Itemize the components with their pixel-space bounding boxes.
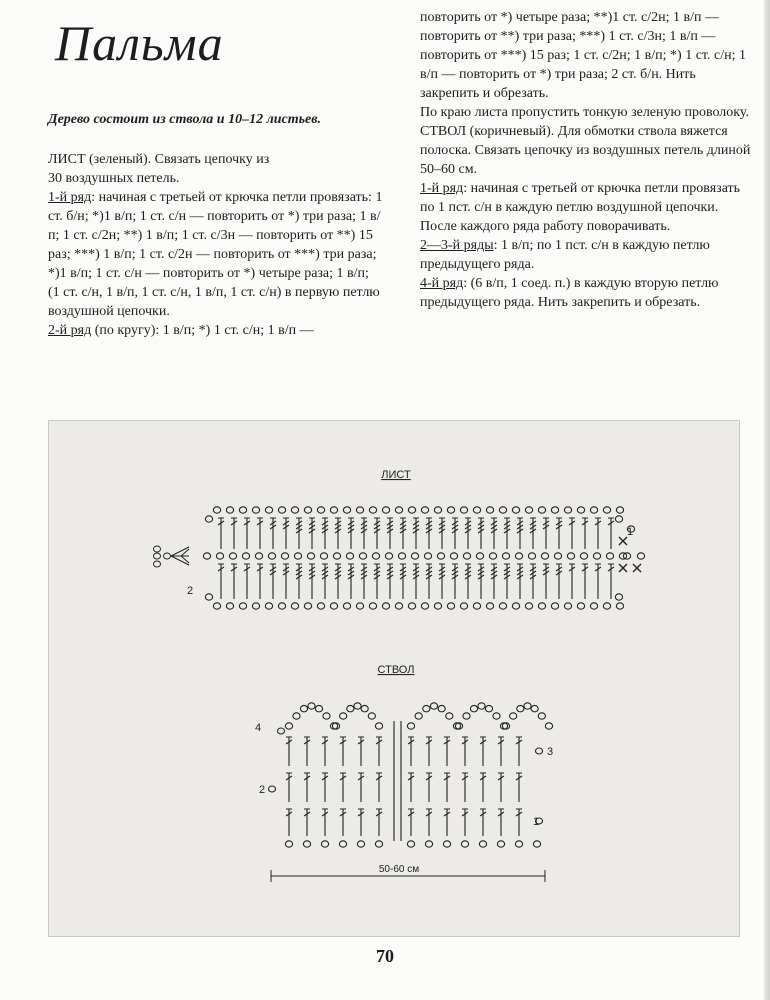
treble-stitch bbox=[504, 564, 510, 599]
double-crochet bbox=[322, 809, 328, 836]
chain-stitch bbox=[567, 553, 574, 559]
treble-stitch bbox=[283, 518, 289, 549]
treble-stitch bbox=[556, 564, 562, 599]
chain-stitch bbox=[461, 841, 468, 847]
chain-stitch bbox=[603, 507, 610, 513]
trunk-row1 bbox=[420, 179, 755, 217]
leaf-row1-text: : начиная с третьей от крючка петли провязать: 1 ст. б/н; *)1 в/п; 1 ст. с/н — повторить от *) три раза; 1 в/п; 1 ст. с/2н; **) 1 в/п; 1 ст. с/3н — повторить от **) 15 раз; ***) 1 в/п; 1 ст. с/2н — повторить от ***) три раза; *)1 в/п; 1 ст. с/н — повторить от *) четыре раза; 1 в/п; (1 ст. с/н, 1 в/п, 1 ст. с/н, 1 в/п, 1 ст. с/н) в первую петлю воздушной цепочки. bbox=[48, 190, 383, 319]
page-edge bbox=[764, 0, 770, 1000]
treble-stitch bbox=[478, 518, 484, 549]
trunk-row-number-1: 1 bbox=[533, 816, 540, 828]
chain-stitch bbox=[213, 603, 220, 609]
chain-stitch bbox=[447, 507, 454, 513]
leaf-row1-stitches bbox=[218, 564, 614, 599]
trunk-diagram-label: СТВОЛ bbox=[377, 664, 415, 676]
chain-stitch bbox=[524, 703, 531, 709]
treble-stitch bbox=[465, 564, 471, 599]
chain-stitch bbox=[551, 603, 558, 609]
double-crochet bbox=[358, 809, 364, 836]
treble-stitch bbox=[400, 518, 406, 549]
trunk-foundation-chain bbox=[285, 841, 540, 847]
treble-stitch bbox=[257, 518, 263, 549]
treble-stitch bbox=[348, 518, 354, 549]
chain-stitch bbox=[369, 507, 376, 513]
chain-stitch bbox=[425, 841, 432, 847]
treble-stitch bbox=[231, 518, 237, 549]
chain-stitch bbox=[606, 553, 613, 559]
treble-stitch bbox=[400, 564, 406, 599]
double-crochet bbox=[426, 737, 432, 766]
chain-stitch bbox=[615, 516, 622, 522]
chain-stitch bbox=[265, 603, 272, 609]
chain-stitch bbox=[293, 713, 300, 719]
subtitle: Дерево состоит из ствола и 10–12 листьев. bbox=[48, 112, 322, 127]
double-crochet bbox=[480, 773, 486, 802]
chain-stitch bbox=[486, 507, 493, 513]
treble-stitch bbox=[296, 518, 302, 549]
chain-stitch bbox=[615, 594, 622, 600]
chain-stitch bbox=[616, 603, 623, 609]
chain-stitch bbox=[415, 713, 422, 719]
chain-stitch bbox=[203, 553, 210, 559]
double-crochet bbox=[408, 737, 414, 766]
trunk-row-number-3: 3 bbox=[547, 746, 554, 758]
chain-stitch bbox=[616, 507, 623, 513]
treble-stitch bbox=[517, 518, 523, 549]
trunk-row4-label: 4-й ряд bbox=[420, 276, 464, 291]
treble-stitch bbox=[231, 564, 237, 599]
chain-stitch bbox=[213, 507, 220, 513]
chain-stitch bbox=[577, 603, 584, 609]
treble-stitch bbox=[374, 564, 380, 599]
treble-stitch bbox=[491, 564, 497, 599]
treble-stitch bbox=[270, 564, 276, 599]
double-crochet bbox=[444, 737, 450, 766]
chain-stitch bbox=[541, 553, 548, 559]
chain-stitch bbox=[357, 841, 364, 847]
chain-stitch bbox=[517, 705, 524, 711]
treble-stitch bbox=[387, 564, 393, 599]
chain-stitch bbox=[510, 713, 517, 719]
chain-stitch bbox=[239, 507, 246, 513]
leaf-row1 bbox=[48, 188, 383, 321]
double-crochet bbox=[408, 809, 414, 836]
treble-stitch bbox=[296, 564, 302, 599]
treble-stitch bbox=[608, 518, 614, 549]
chain-stitch bbox=[382, 603, 389, 609]
chain-stitch bbox=[463, 713, 470, 719]
chain-stitch bbox=[315, 705, 322, 711]
trunk-row4-arches bbox=[285, 703, 552, 729]
leaf-foundation-chain bbox=[203, 553, 644, 559]
turn-note: После каждого ряда работу поворачивать. bbox=[420, 219, 671, 234]
treble-stitch bbox=[556, 518, 562, 549]
double-crochet bbox=[376, 809, 382, 836]
double-crochet bbox=[286, 809, 292, 836]
chain-stitch bbox=[323, 713, 330, 719]
chain-stitch bbox=[354, 703, 361, 709]
leaf-row2-text: (по кругу): 1 в/п; *) 1 ст. с/н; 1 в/п — bbox=[91, 323, 314, 338]
double-crochet bbox=[516, 809, 522, 836]
double-crochet bbox=[340, 773, 346, 802]
double-crochet bbox=[480, 809, 486, 836]
chain-stitch bbox=[478, 703, 485, 709]
leaf-row2-continued: повторить от *) четыре раза; **)1 ст. с/2н; 1 в/п — повторить от **) три раза; ***) 1 ст. с/3н; 1 в/п — повторить от ***) 15 раз; 1 ст. с/2н; 1 в/п; *) 1 ст. с/н; 1 в/п — повторить от *) три раза; 2 ст. б/н. Нить закрепить и обрезать. bbox=[420, 10, 746, 101]
double-crochet bbox=[444, 773, 450, 802]
trunk-row23-text: : 1 в/п; по 1 пст. с/н в каждую петлю предыдущего ряда. bbox=[420, 238, 710, 272]
chain-stitch bbox=[320, 553, 327, 559]
chain-stitch bbox=[294, 553, 301, 559]
treble-stitch bbox=[335, 518, 341, 549]
chain-stitch bbox=[372, 553, 379, 559]
treble-stitch bbox=[439, 518, 445, 549]
double-crochet bbox=[304, 737, 310, 766]
page-number: 70 bbox=[376, 946, 394, 966]
chain-stitch bbox=[497, 841, 504, 847]
leaf-row-number-2: 2 bbox=[187, 585, 194, 597]
chain-stitch bbox=[229, 553, 236, 559]
chain-stitch bbox=[443, 841, 450, 847]
double-crochet bbox=[358, 773, 364, 802]
chain-stitch bbox=[512, 603, 519, 609]
chain-stitch bbox=[434, 603, 441, 609]
chain-stitch bbox=[330, 603, 337, 609]
chain-stitch bbox=[538, 603, 545, 609]
left-column bbox=[48, 150, 383, 340]
leaf-row2-label: 2-й ряд bbox=[48, 323, 92, 338]
leaf-row2 bbox=[48, 321, 383, 340]
leaf-top-chain bbox=[205, 507, 634, 532]
double-crochet bbox=[480, 737, 486, 766]
chain-stitch bbox=[590, 603, 597, 609]
chain-stitch bbox=[278, 603, 285, 609]
chain-stitch bbox=[255, 553, 262, 559]
trunk-stitches bbox=[286, 721, 522, 841]
leaf-intro-line1: ЛИСТ (зеленый). Связать цепочку из bbox=[48, 152, 270, 167]
chain-stitch bbox=[368, 713, 375, 719]
treble-stitch bbox=[452, 518, 458, 549]
treble-stitch bbox=[504, 518, 510, 549]
chain-stitch bbox=[321, 841, 328, 847]
treble-stitch bbox=[218, 564, 224, 599]
treble-stitch bbox=[270, 518, 276, 549]
double-crochet bbox=[286, 773, 292, 802]
treble-stitch bbox=[244, 564, 250, 599]
trunk-row4 bbox=[420, 274, 755, 312]
chain-stitch bbox=[502, 553, 509, 559]
double-crochet bbox=[462, 773, 468, 802]
chain-stitch bbox=[499, 603, 506, 609]
chain-stitch bbox=[359, 553, 366, 559]
chain-stitch bbox=[637, 553, 644, 559]
chain-stitch bbox=[308, 703, 315, 709]
chain-stitch bbox=[463, 553, 470, 559]
chain-stitch bbox=[281, 553, 288, 559]
double-crochet bbox=[426, 809, 432, 836]
trunk-row4-text: : (6 в/п, 1 соед. п.) в каждую вторую петлю предыдущего ряда. Нить закрепить и обрезать. bbox=[420, 276, 719, 310]
treble-stitch bbox=[517, 564, 523, 599]
chain-stitch bbox=[473, 507, 480, 513]
treble-stitch bbox=[413, 564, 419, 599]
chain-stitch bbox=[291, 603, 298, 609]
right-column bbox=[420, 8, 755, 312]
trunk-row23-label: 2—3-й ряды bbox=[420, 238, 494, 253]
trunk-row1-text: : начиная с третьей от крючка петли провязать по 1 пст. с/н в каждую петлю воздушной цепочки. bbox=[420, 181, 741, 215]
chain-stitch bbox=[395, 507, 402, 513]
chain-stitch bbox=[252, 603, 259, 609]
chain-stitch bbox=[538, 713, 545, 719]
treble-stitch bbox=[530, 564, 536, 599]
chain-stitch bbox=[356, 603, 363, 609]
chain-stitch bbox=[382, 507, 389, 513]
chain-stitch bbox=[291, 507, 298, 513]
diagram-panel bbox=[48, 420, 740, 937]
treble-stitch bbox=[465, 518, 471, 549]
chain-stitch bbox=[603, 603, 610, 609]
chain-stitch bbox=[421, 507, 428, 513]
chain-stitch bbox=[424, 553, 431, 559]
chain-stitch bbox=[285, 723, 292, 729]
chain-stitch bbox=[361, 705, 368, 711]
chain-stitch bbox=[434, 507, 441, 513]
chain-stitch bbox=[551, 507, 558, 513]
treble-stitch bbox=[218, 518, 224, 549]
chain-stitch bbox=[580, 553, 587, 559]
chain-stitch bbox=[460, 603, 467, 609]
chain-stitch bbox=[564, 603, 571, 609]
chain-stitch bbox=[421, 603, 428, 609]
chain-stitch bbox=[343, 507, 350, 513]
chain-stitch bbox=[205, 594, 212, 600]
leaf-bottom-chain bbox=[205, 594, 623, 609]
chain-stitch bbox=[304, 603, 311, 609]
chain-stitch bbox=[473, 603, 480, 609]
chain-stitch bbox=[423, 705, 430, 711]
chain-stitch bbox=[446, 713, 453, 719]
trunk-row-number-2: 2 bbox=[259, 784, 266, 796]
crochet-diagram bbox=[49, 421, 739, 936]
trunk-row23 bbox=[420, 236, 755, 274]
treble-stitch bbox=[569, 518, 575, 549]
double-crochet bbox=[408, 773, 414, 802]
treble-stitch bbox=[361, 518, 367, 549]
double-crochet bbox=[304, 809, 310, 836]
double-crochet bbox=[516, 773, 522, 802]
chain-stitch bbox=[278, 507, 285, 513]
chain-stitch bbox=[531, 705, 538, 711]
chain-stitch bbox=[398, 553, 405, 559]
chain-stitch bbox=[538, 507, 545, 513]
chain-stitch bbox=[479, 841, 486, 847]
treble-stitch bbox=[283, 564, 289, 599]
chain-stitch bbox=[340, 713, 347, 719]
chain-stitch bbox=[317, 603, 324, 609]
chain-stitch bbox=[285, 841, 292, 847]
chain-stitch bbox=[265, 507, 272, 513]
chain-stitch bbox=[252, 507, 259, 513]
chain-stitch bbox=[330, 507, 337, 513]
double-crochet bbox=[426, 773, 432, 802]
treble-stitch bbox=[387, 518, 393, 549]
chain-stitch bbox=[447, 603, 454, 609]
leaf-row-number-1: 1 bbox=[627, 526, 634, 538]
treble-stitch bbox=[530, 518, 536, 549]
treble-stitch bbox=[478, 564, 484, 599]
treble-stitch bbox=[543, 518, 549, 549]
chain-stitch bbox=[545, 723, 552, 729]
chain-stitch bbox=[226, 603, 233, 609]
chain-stitch bbox=[430, 703, 437, 709]
chain-stitch bbox=[205, 516, 212, 522]
double-crochet bbox=[358, 737, 364, 766]
treble-stitch bbox=[426, 518, 432, 549]
double-crochet bbox=[444, 809, 450, 836]
chain-stitch bbox=[528, 553, 535, 559]
double-crochet bbox=[462, 809, 468, 836]
chain-stitch bbox=[408, 603, 415, 609]
double-crochet bbox=[516, 737, 522, 766]
chain-stitch bbox=[307, 553, 314, 559]
double-crochet bbox=[286, 737, 292, 766]
chain-stitch bbox=[499, 507, 506, 513]
chain-stitch bbox=[375, 841, 382, 847]
leaf-intro-line2: 30 воздушных петель. bbox=[48, 171, 180, 186]
chain-stitch bbox=[242, 553, 249, 559]
chain-stitch bbox=[339, 841, 346, 847]
treble-stitch bbox=[361, 564, 367, 599]
treble-stitch bbox=[569, 564, 575, 599]
chain-stitch bbox=[515, 841, 522, 847]
chain-stitch bbox=[356, 507, 363, 513]
treble-stitch bbox=[309, 564, 315, 599]
double-crochet bbox=[340, 737, 346, 766]
chain-stitch bbox=[216, 553, 223, 559]
chain-stitch bbox=[460, 507, 467, 513]
leaf-intro bbox=[48, 150, 383, 188]
chain-stitch bbox=[408, 507, 415, 513]
chain-stitch bbox=[385, 553, 392, 559]
treble-stitch bbox=[348, 564, 354, 599]
chain-stitch bbox=[395, 603, 402, 609]
double-crochet bbox=[304, 773, 310, 802]
chain-stitch bbox=[489, 553, 496, 559]
leaf-start-chain bbox=[154, 546, 190, 567]
double-crochet bbox=[498, 773, 504, 802]
treble-stitch bbox=[335, 564, 341, 599]
chain-stitch bbox=[343, 603, 350, 609]
wire-note: По краю листа пропустить тонкую зеленую проволоку. bbox=[420, 105, 749, 120]
chain-stitch bbox=[525, 507, 532, 513]
treble-stitch bbox=[413, 518, 419, 549]
chain-stitch bbox=[300, 705, 307, 711]
treble-stitch bbox=[543, 564, 549, 599]
chain-stitch bbox=[375, 723, 382, 729]
treble-stitch bbox=[582, 518, 588, 549]
trunk-row-number-4: 4 bbox=[255, 722, 262, 734]
chain-stitch bbox=[333, 553, 340, 559]
double-crochet bbox=[376, 737, 382, 766]
chain-stitch bbox=[485, 705, 492, 711]
treble-stitch bbox=[582, 564, 588, 599]
treble-stitch bbox=[257, 564, 263, 599]
double-crochet bbox=[498, 809, 504, 836]
double-crochet bbox=[340, 809, 346, 836]
double-crochet bbox=[322, 737, 328, 766]
chain-stitch bbox=[437, 553, 444, 559]
chain-stitch bbox=[239, 603, 246, 609]
trunk-break-line bbox=[394, 721, 401, 841]
chain-stitch bbox=[470, 705, 477, 711]
page-title: Пальма bbox=[55, 15, 224, 71]
leaf-diagram-label: ЛИСТ bbox=[381, 469, 411, 481]
chain-stitch bbox=[268, 553, 275, 559]
double-crochet bbox=[462, 737, 468, 766]
chain-stitch bbox=[407, 841, 414, 847]
chain-stitch bbox=[411, 553, 418, 559]
chain-stitch bbox=[438, 705, 445, 711]
treble-stitch bbox=[491, 518, 497, 549]
trunk-row1-label: 1-й ряд bbox=[420, 181, 464, 196]
chain-stitch bbox=[525, 603, 532, 609]
chain-stitch bbox=[533, 841, 540, 847]
treble-stitch bbox=[309, 518, 315, 549]
chain-stitch bbox=[317, 507, 324, 513]
double-crochet bbox=[376, 773, 382, 802]
chain-stitch bbox=[493, 713, 500, 719]
treble-stitch bbox=[439, 564, 445, 599]
chain-stitch bbox=[303, 841, 310, 847]
chain-stitch bbox=[347, 705, 354, 711]
treble-stitch bbox=[595, 518, 601, 549]
treble-stitch bbox=[452, 564, 458, 599]
chain-stitch bbox=[304, 507, 311, 513]
chain-stitch bbox=[226, 507, 233, 513]
chain-stitch bbox=[577, 507, 584, 513]
treble-stitch bbox=[595, 564, 601, 599]
chain-stitch bbox=[593, 553, 600, 559]
treble-stitch bbox=[426, 564, 432, 599]
chain-stitch bbox=[486, 603, 493, 609]
leaf-row1-label: 1-й ряд bbox=[48, 190, 92, 205]
chain-stitch bbox=[512, 507, 519, 513]
leaf-row2-stitches bbox=[218, 518, 614, 549]
double-crochet bbox=[322, 773, 328, 802]
chain-stitch bbox=[346, 553, 353, 559]
treble-stitch bbox=[244, 518, 250, 549]
trunk-intro: СТВОЛ (коричневый). Для обмотки ствола вяжется полоска. Связать цепочку из воздушных петель длиной 50–60 см. bbox=[420, 124, 751, 177]
treble-stitch bbox=[322, 518, 328, 549]
chain-stitch bbox=[476, 553, 483, 559]
length-label: 50-60 см bbox=[378, 864, 420, 875]
chain-stitch bbox=[515, 553, 522, 559]
chain-stitch bbox=[590, 507, 597, 513]
chain-stitch bbox=[407, 723, 414, 729]
treble-stitch bbox=[374, 518, 380, 549]
chain-stitch bbox=[564, 507, 571, 513]
treble-stitch bbox=[608, 564, 614, 599]
chain-stitch bbox=[554, 553, 561, 559]
double-crochet bbox=[498, 737, 504, 766]
treble-stitch bbox=[322, 564, 328, 599]
chain-stitch bbox=[450, 553, 457, 559]
chain-stitch bbox=[369, 603, 376, 609]
